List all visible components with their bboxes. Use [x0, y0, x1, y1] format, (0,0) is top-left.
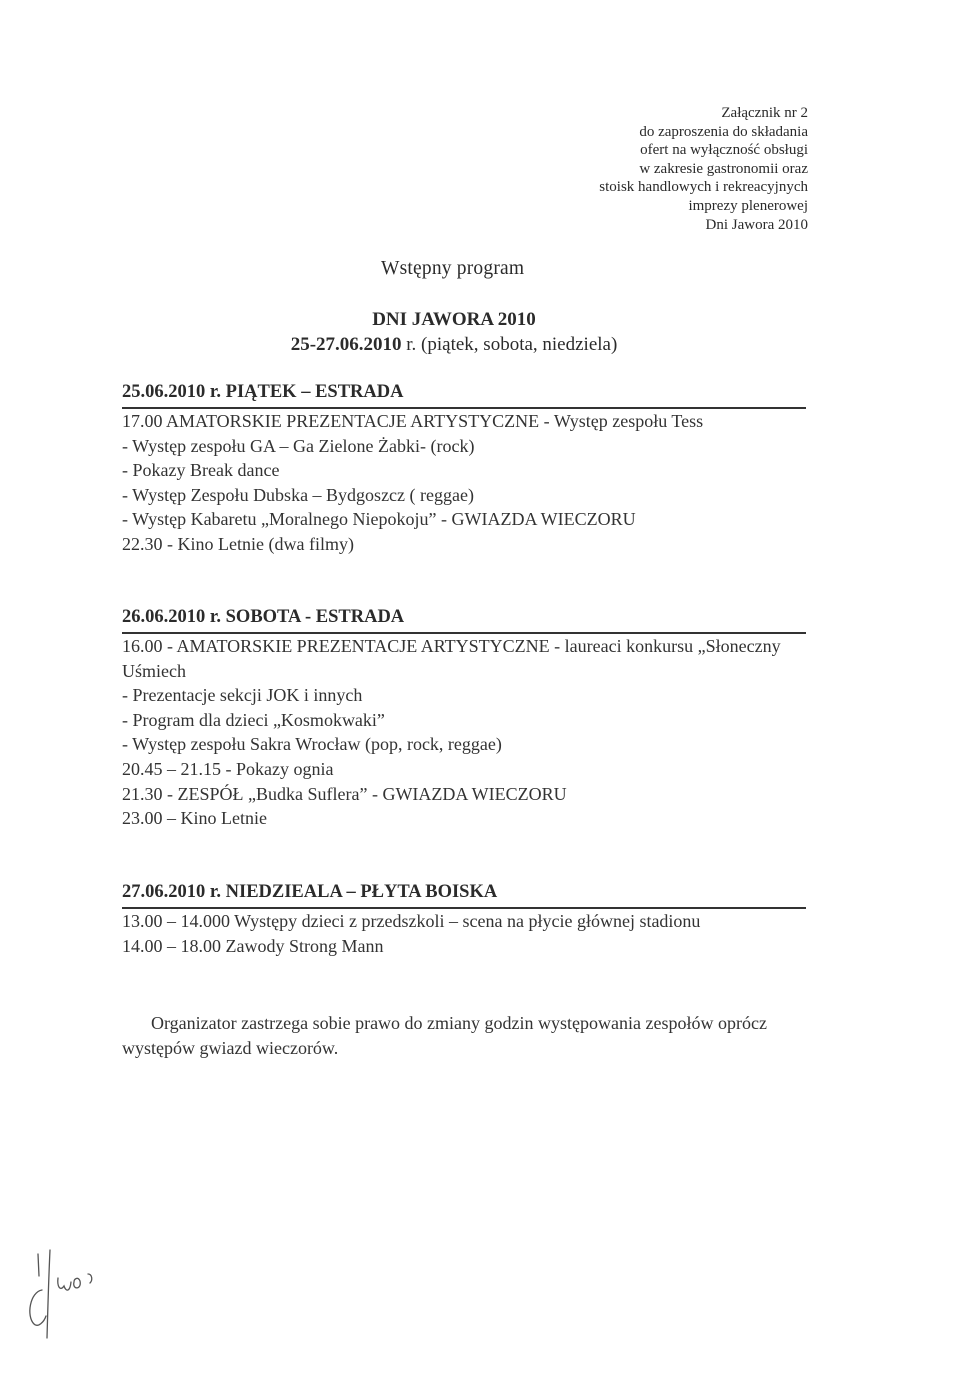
day-header-sunday: 27.06.2010 r. NIEDZIEALA – PŁYTA BOISKA	[122, 882, 498, 902]
program-line: - Występ Kabaretu „Moralnego Niepokoju” - GWIAZDA WIECZORU	[122, 509, 636, 530]
attachment-note	[599, 104, 808, 234]
attachment-note-line: imprezy plenerowej	[688, 197, 808, 214]
program-line: 13.00 – 14.000 Występy dzieci z przedszkoli – scena na płycie głównej stadionu	[122, 911, 701, 931]
day-header-saturday: 26.06.2010 r. SOBOTA - ESTRADA	[122, 607, 405, 627]
program-line: 20.45 – 21.15 - Pokazy ognia	[122, 758, 334, 779]
program-line: - Występ zespołu GA – Ga Zielone Żabki- (rock)	[122, 435, 475, 456]
attachment-note-line: Załącznik nr 2	[721, 105, 808, 121]
program-line: 23.00 – Kino Letnie	[122, 808, 267, 829]
program-line: - Występ Zespołu Dubska – Bydgoszcz ( reggae)	[122, 484, 474, 505]
program-line: 22.30 - Kino Letnie (dwa filmy)	[122, 533, 354, 554]
day-program-sunday	[122, 909, 812, 958]
program-line: - Program dla dzieci „Kosmokwaki”	[122, 709, 385, 730]
event-title: DNI JAWORA 2010	[372, 309, 536, 330]
attachment-note-line: w zakresie gastronomii oraz	[639, 160, 808, 177]
program-line: 16.00 - AMATORSKIE PREZENTACJE ARTYSTYCZNE - laureaci konkursu „Słoneczny	[122, 636, 781, 656]
event-dates	[0, 334, 908, 356]
event-dates-range: 25-27.06.2010	[290, 334, 402, 355]
program-line: - Prezentacje sekcji JOK i innych	[122, 685, 363, 706]
day-header-friday: 25.06.2010 r. PIĄTEK – ESTRADA	[122, 382, 404, 402]
organizer-note-line: występów gwiazd wieczorów.	[122, 1038, 339, 1058]
organizer-note-line: Organizator zastrzega sobie prawo do zmiany godzin występowania zespołów oprócz	[151, 1013, 767, 1033]
program-line: Uśmiech	[122, 660, 186, 681]
handwritten-initials	[20, 1246, 100, 1341]
program-line: - Pokazy Break dance	[122, 460, 280, 481]
program-line: 17.00 AMATORSKIE PREZENTACJE ARTYSTYCZNE - Występ zespołu Tess	[122, 411, 704, 431]
attachment-note-line: Dni Jawora 2010	[705, 216, 808, 233]
attachment-note-line: ofert na wyłączność obsługi	[640, 142, 808, 159]
organizer-note	[122, 1011, 812, 1061]
day-program-friday	[122, 409, 812, 557]
event-dates-days: r. (piątek, sobota, niedziela)	[406, 334, 618, 355]
program-line: 21.30 - ZESPÓŁ „Budka Suflera” - GWIAZDA WIECZORU	[122, 783, 567, 804]
day-program-saturday	[122, 634, 812, 831]
prelim-program-title: Wstępny program	[381, 258, 525, 279]
attachment-note-line: stoisk handlowych i rekreacyjnych	[599, 179, 808, 196]
program-line: - Występ zespołu Sakra Wrocław (pop, rock, reggae)	[122, 734, 502, 755]
program-line: 14.00 – 18.00 Zawody Strong Mann	[122, 935, 384, 956]
attachment-note-line: do zaproszenia do składania	[639, 123, 808, 140]
